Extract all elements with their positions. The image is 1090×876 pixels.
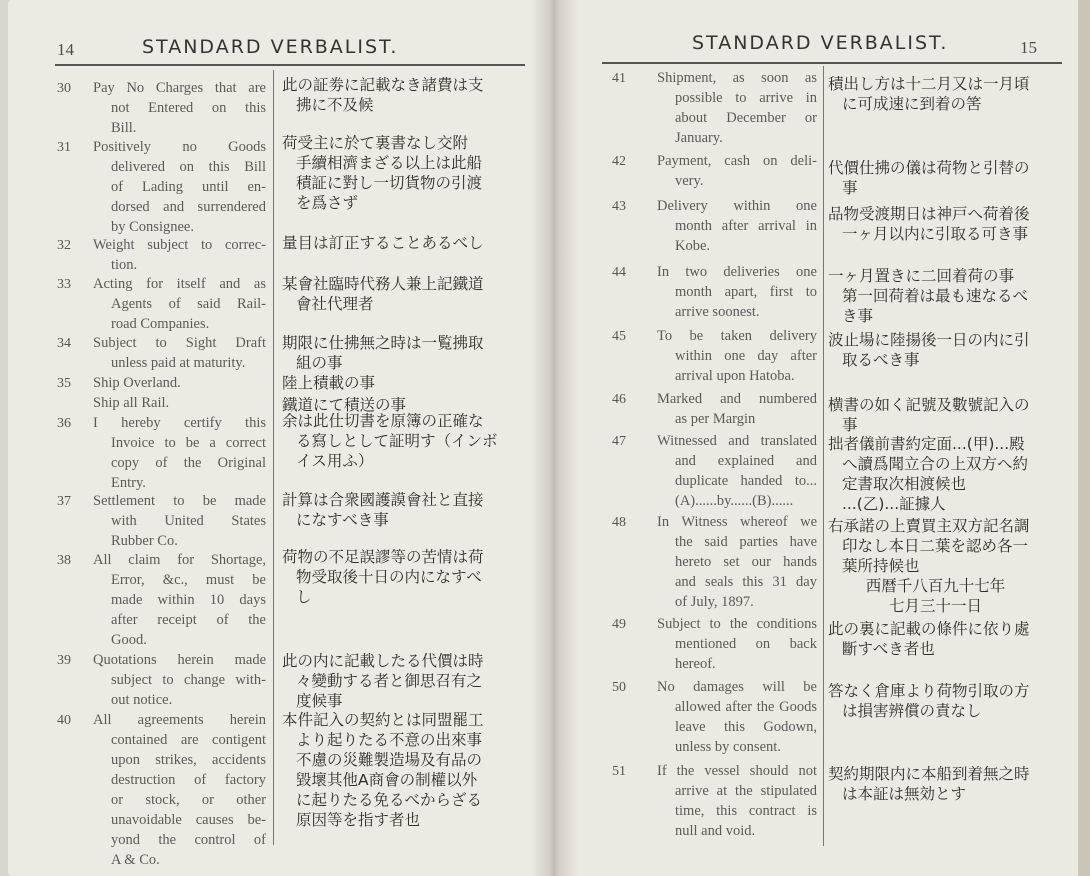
english-line: Invoice to be a correct bbox=[111, 435, 266, 451]
english-line: All agreements herein bbox=[93, 712, 266, 728]
japanese-line: 一ヶ月以内に引取る可き事 bbox=[842, 225, 1029, 243]
entry-number: 39 bbox=[57, 653, 71, 668]
entry-number: 36 bbox=[57, 416, 71, 431]
japanese-line: 事 bbox=[842, 179, 858, 197]
english-line: Good. bbox=[111, 632, 147, 648]
entry-japanese bbox=[282, 710, 484, 830]
entry-number: 40 bbox=[57, 713, 71, 728]
entry-english bbox=[93, 550, 266, 650]
entry-japanese bbox=[282, 490, 484, 530]
english-line: of July, 1897. bbox=[675, 594, 754, 610]
entry-english bbox=[657, 262, 817, 322]
entry-english bbox=[657, 431, 817, 511]
entry-japanese bbox=[282, 75, 484, 115]
entry-english bbox=[657, 326, 817, 386]
japanese-line: 事 bbox=[842, 416, 858, 434]
japanese-line: 計算は合衆國護謨會社と直接 bbox=[282, 491, 484, 509]
japanese-line: 契約期限内に本船到着無之時 bbox=[828, 765, 1030, 783]
japanese-line: 取るべき事 bbox=[842, 351, 920, 369]
left-column-divider bbox=[273, 70, 274, 845]
japanese-line: 毀壞其他A商會の制權以外 bbox=[296, 771, 478, 789]
entry-english bbox=[93, 373, 266, 393]
english-line: If the vessel should not bbox=[657, 763, 817, 779]
english-line: of Lading until en- bbox=[111, 179, 266, 195]
entry-japanese bbox=[828, 516, 1043, 616]
english-line: upon strikes, accidents bbox=[111, 752, 266, 768]
japanese-line: は損害辨償の責なし bbox=[842, 702, 982, 720]
japanese-line: 量目は訂正することあるべし bbox=[282, 234, 484, 252]
english-line: Entry. bbox=[111, 475, 146, 491]
english-line: unless by consent. bbox=[675, 739, 781, 755]
entry-english bbox=[93, 491, 266, 551]
entry-number: 48 bbox=[612, 515, 626, 530]
japanese-line: へ讀爲聞立合の上双方へ約 bbox=[842, 455, 1029, 473]
english-line: Shipment, as soon as bbox=[657, 70, 817, 86]
english-line: Pay No Charges that are bbox=[93, 80, 266, 96]
entry-english bbox=[93, 710, 266, 870]
english-line: Witnessed and translated bbox=[657, 433, 817, 449]
entry-number: 49 bbox=[612, 617, 626, 632]
entry-english bbox=[93, 235, 266, 275]
japanese-line: イス用ふ） bbox=[296, 452, 374, 470]
japanese-line: 會社代理者 bbox=[296, 295, 374, 313]
english-line: In two deliveries one bbox=[657, 264, 817, 280]
english-line: Marked and numbered bbox=[657, 391, 817, 407]
right-running-head: STANDARD VERBALIST. bbox=[692, 32, 949, 54]
entry-english bbox=[657, 151, 817, 191]
japanese-line: を爲さず bbox=[296, 194, 359, 212]
entry-english bbox=[93, 137, 266, 237]
english-line: Subject to the conditions bbox=[657, 616, 817, 632]
entry-number: 32 bbox=[57, 238, 71, 253]
english-line: allowed after the Goods bbox=[675, 699, 817, 715]
entry-number: 38 bbox=[57, 553, 71, 568]
english-line: the said parties have bbox=[675, 534, 817, 550]
english-line: month after arrival in bbox=[675, 218, 817, 234]
right-page-number: 15 bbox=[1020, 38, 1037, 57]
entry-english bbox=[93, 413, 266, 493]
right-header-rule bbox=[602, 62, 1062, 64]
english-line: arrive soonest. bbox=[675, 304, 760, 320]
english-line: Payment, cash on deli- bbox=[657, 153, 817, 169]
japanese-line: 此の裏に記載の條件に依り處 bbox=[828, 620, 1030, 638]
english-line: mentioned on back bbox=[675, 636, 817, 652]
english-line: Subject to Sight Draft bbox=[93, 335, 266, 351]
japanese-line: 斷すべき者也 bbox=[842, 640, 935, 658]
entry-japanese bbox=[828, 266, 1028, 326]
entry-japanese bbox=[828, 74, 1030, 114]
english-line: destruction of factory bbox=[111, 772, 266, 788]
entry-english bbox=[657, 677, 817, 757]
english-line: hereto set our hands bbox=[675, 554, 817, 570]
english-line: tion. bbox=[111, 257, 138, 273]
entry-english bbox=[657, 512, 817, 612]
entry-number: 47 bbox=[612, 434, 626, 449]
entry-japanese bbox=[828, 158, 1030, 198]
english-line: Weight subject to correc- bbox=[93, 237, 266, 253]
entry-japanese bbox=[828, 619, 1030, 659]
japanese-line: 某會社臨時代務人兼上記鐵道 bbox=[282, 275, 484, 293]
english-line: null and void. bbox=[675, 823, 756, 839]
english-line: Agents of said Rail- bbox=[111, 296, 266, 312]
japanese-line: 積証に對し一切貨物の引渡 bbox=[296, 174, 483, 192]
japanese-line: 度候事 bbox=[296, 692, 343, 710]
japanese-line: 余は此仕切書を原簿の正確な bbox=[282, 412, 484, 430]
japanese-line: 西暦千八百九十七年 bbox=[865, 577, 1006, 595]
english-line: Delivery within one bbox=[657, 198, 817, 214]
japanese-line: 本件記入の契約とは同盟罷工 bbox=[282, 711, 484, 729]
japanese-line: 々變動する者と御思召有之 bbox=[296, 672, 483, 690]
entry-english bbox=[657, 761, 817, 841]
entry-japanese bbox=[282, 233, 484, 253]
english-line: Quotations herein made bbox=[93, 652, 266, 668]
english-line: by Consignee. bbox=[111, 219, 194, 235]
english-line: January. bbox=[675, 130, 723, 146]
japanese-line: る寫しとして証明す（インボ bbox=[296, 432, 498, 450]
japanese-line: 原因等を指す者也 bbox=[296, 811, 421, 829]
english-line: not Entered on this bbox=[111, 100, 266, 116]
english-line: and seals this 31 day bbox=[675, 574, 817, 590]
entry-japanese bbox=[282, 547, 484, 607]
english-line: Acting for itself and as bbox=[93, 276, 266, 292]
english-line: No damages will be bbox=[657, 679, 817, 695]
english-line: copy of the Original bbox=[111, 455, 266, 471]
japanese-line: 此の証劵に記載なき諸費は支 bbox=[282, 76, 484, 94]
japanese-line: 手續相濟まざる以上は此船 bbox=[296, 154, 483, 172]
entry-number: 44 bbox=[612, 265, 626, 280]
english-line: arrival upon Hatoba. bbox=[675, 368, 795, 384]
japanese-line: 葉所持候也 bbox=[842, 557, 920, 575]
english-line: subject to change with- bbox=[111, 672, 266, 688]
japanese-line: 物受取後十日の内になすべ bbox=[296, 568, 482, 586]
japanese-line: 第一回荷着は最も速なるべ bbox=[842, 287, 1029, 305]
entry-number: 51 bbox=[612, 764, 626, 779]
entry-english bbox=[657, 196, 817, 256]
english-line: with United States bbox=[111, 513, 266, 529]
entry-english bbox=[657, 389, 817, 429]
english-line: Ship all Rail. bbox=[93, 395, 170, 411]
japanese-line: より起りたる不意の出來事 bbox=[296, 731, 483, 749]
english-line: possible to arrive in bbox=[675, 90, 817, 106]
japanese-line: 不慮の災難製造場及有品の bbox=[296, 751, 483, 769]
english-line: and explained and bbox=[675, 453, 817, 469]
japanese-line: に起りたる免るべからざる bbox=[296, 791, 483, 809]
entry-japanese bbox=[282, 411, 498, 471]
entry-number: 50 bbox=[612, 680, 626, 695]
entry-number: 41 bbox=[612, 71, 626, 86]
japanese-line: 定書取次相渡候也 bbox=[842, 475, 967, 493]
entry-english bbox=[93, 393, 266, 413]
japanese-line: 答なく倉庫より荷物引取の方 bbox=[828, 682, 1030, 700]
japanese-line: 横書の如く記號及數號記入の bbox=[828, 396, 1030, 414]
entry-number: 35 bbox=[57, 376, 71, 391]
entry-number: 46 bbox=[612, 392, 626, 407]
english-line: unavoidable causes be- bbox=[111, 812, 266, 828]
english-line: (A)......by......(B)...... bbox=[675, 493, 794, 509]
japanese-line: に可成速に到着の筈 bbox=[842, 95, 982, 113]
japanese-line: 荷受主に於て裏書なし交附 bbox=[282, 134, 469, 152]
entry-number: 43 bbox=[612, 199, 626, 214]
left-page-number: 14 bbox=[57, 40, 74, 59]
english-line: Error, &c., must be bbox=[111, 572, 266, 588]
page-edge bbox=[1078, 0, 1090, 876]
english-line: Bill. bbox=[111, 120, 137, 136]
english-line: Kobe. bbox=[675, 238, 711, 254]
entry-number: 37 bbox=[57, 494, 71, 509]
japanese-line: 一ヶ月置きに二回着荷の事 bbox=[828, 267, 1015, 285]
japanese-line: 右承諾の上賣買主双方記名調 bbox=[828, 517, 1030, 535]
entry-japanese bbox=[828, 434, 1028, 514]
entry-number: 30 bbox=[57, 81, 71, 96]
english-line: All claim for Shortage, bbox=[93, 552, 266, 568]
english-line: unless paid at maturity. bbox=[111, 355, 246, 371]
english-line: Positively no Goods bbox=[93, 139, 266, 155]
japanese-line: 陸上積載の事 bbox=[282, 374, 376, 392]
english-line: In Witness whereof we bbox=[657, 514, 817, 530]
english-line: hereof. bbox=[675, 656, 716, 672]
entry-number: 31 bbox=[57, 140, 71, 155]
english-line: I hereby certify this bbox=[93, 415, 266, 431]
entry-english bbox=[657, 614, 817, 674]
english-line: about December or bbox=[675, 110, 817, 126]
entry-english bbox=[93, 333, 266, 373]
japanese-line: 品物受渡期日は神戸へ荷着後 bbox=[828, 205, 1030, 223]
japanese-line: 此の内に記載したる代價は時 bbox=[282, 652, 484, 670]
entry-japanese bbox=[828, 330, 1030, 370]
entry-japanese bbox=[282, 373, 375, 393]
japanese-line: し bbox=[296, 588, 312, 606]
entry-japanese bbox=[282, 651, 484, 711]
english-line: A & Co. bbox=[111, 852, 160, 868]
english-line: out notice. bbox=[111, 692, 173, 708]
english-line: duplicate handed to... bbox=[675, 473, 817, 489]
english-line: yond the control of bbox=[111, 832, 266, 848]
japanese-line: き事 bbox=[842, 307, 874, 325]
english-line: made within 10 days bbox=[111, 592, 266, 608]
left-header-rule bbox=[55, 64, 525, 66]
entry-number: 33 bbox=[57, 277, 71, 292]
japanese-line: 荷物の不足誤謬等の苦情は荷 bbox=[282, 548, 484, 566]
japanese-line: 期限に仕拂無之時は一覧拂取 bbox=[282, 334, 484, 352]
japanese-line: 代價仕拂の儀は荷物と引替の bbox=[828, 159, 1030, 177]
entry-english bbox=[93, 78, 266, 138]
english-line: To be taken delivery bbox=[657, 328, 817, 344]
right-column-divider bbox=[823, 66, 824, 846]
japanese-line: 波止場に陸揚後一日の内に引 bbox=[828, 331, 1030, 349]
japanese-line: 拂に不及候 bbox=[296, 96, 374, 114]
english-line: Ship Overland. bbox=[93, 375, 181, 391]
english-line: delivered on this Bill bbox=[111, 159, 266, 175]
japanese-line: 組の事 bbox=[296, 354, 343, 372]
japanese-line: 七月三十一日 bbox=[888, 597, 982, 615]
english-line: contained are contigent bbox=[111, 732, 266, 748]
entry-english bbox=[657, 68, 817, 148]
english-line: Settlement to be made bbox=[93, 493, 266, 509]
japanese-line: 積出し方は十二月又は一月頃 bbox=[828, 75, 1030, 93]
entry-number: 34 bbox=[57, 336, 71, 351]
left-running-head: STANDARD VERBALIST. bbox=[142, 36, 399, 58]
english-line: month apart, first to bbox=[675, 284, 817, 300]
english-line: time, this contract is bbox=[675, 803, 817, 819]
japanese-line: 印なし本日二葉を認め各一 bbox=[842, 537, 1029, 555]
english-line: within one day after bbox=[675, 348, 817, 364]
english-line: road Companies. bbox=[111, 316, 210, 332]
entry-japanese bbox=[828, 204, 1030, 244]
entry-english bbox=[93, 650, 266, 710]
english-line: leave this Godown, bbox=[675, 719, 817, 735]
english-line: arrive at the stipulated bbox=[675, 783, 817, 799]
japanese-line: は本証は無効とす bbox=[842, 785, 967, 803]
english-line: after receipt of the bbox=[111, 612, 266, 628]
entry-japanese bbox=[282, 133, 482, 213]
entry-japanese bbox=[828, 395, 1030, 435]
entry-number: 45 bbox=[612, 329, 626, 344]
english-line: Rubber Co. bbox=[111, 533, 178, 549]
entry-english bbox=[93, 274, 266, 334]
entry-number: 42 bbox=[612, 154, 626, 169]
entry-japanese bbox=[282, 333, 484, 373]
english-line: or stock, or other bbox=[111, 792, 266, 808]
english-line: very. bbox=[675, 173, 704, 189]
english-line: as per Margin bbox=[675, 411, 756, 427]
japanese-line: 鐵道にて積送の事 bbox=[282, 396, 407, 414]
entry-japanese bbox=[828, 764, 1030, 804]
entry-japanese bbox=[828, 681, 1030, 721]
entry-japanese bbox=[282, 274, 484, 314]
japanese-line: ...(乙)...証據人 bbox=[842, 495, 946, 513]
english-line: dorsed and surrendered bbox=[111, 199, 266, 215]
japanese-line: になすべき事 bbox=[296, 511, 389, 529]
book-gutter bbox=[530, 0, 578, 876]
japanese-line: 拙者儀前書約定面...(甲)...殿 bbox=[828, 435, 1025, 453]
